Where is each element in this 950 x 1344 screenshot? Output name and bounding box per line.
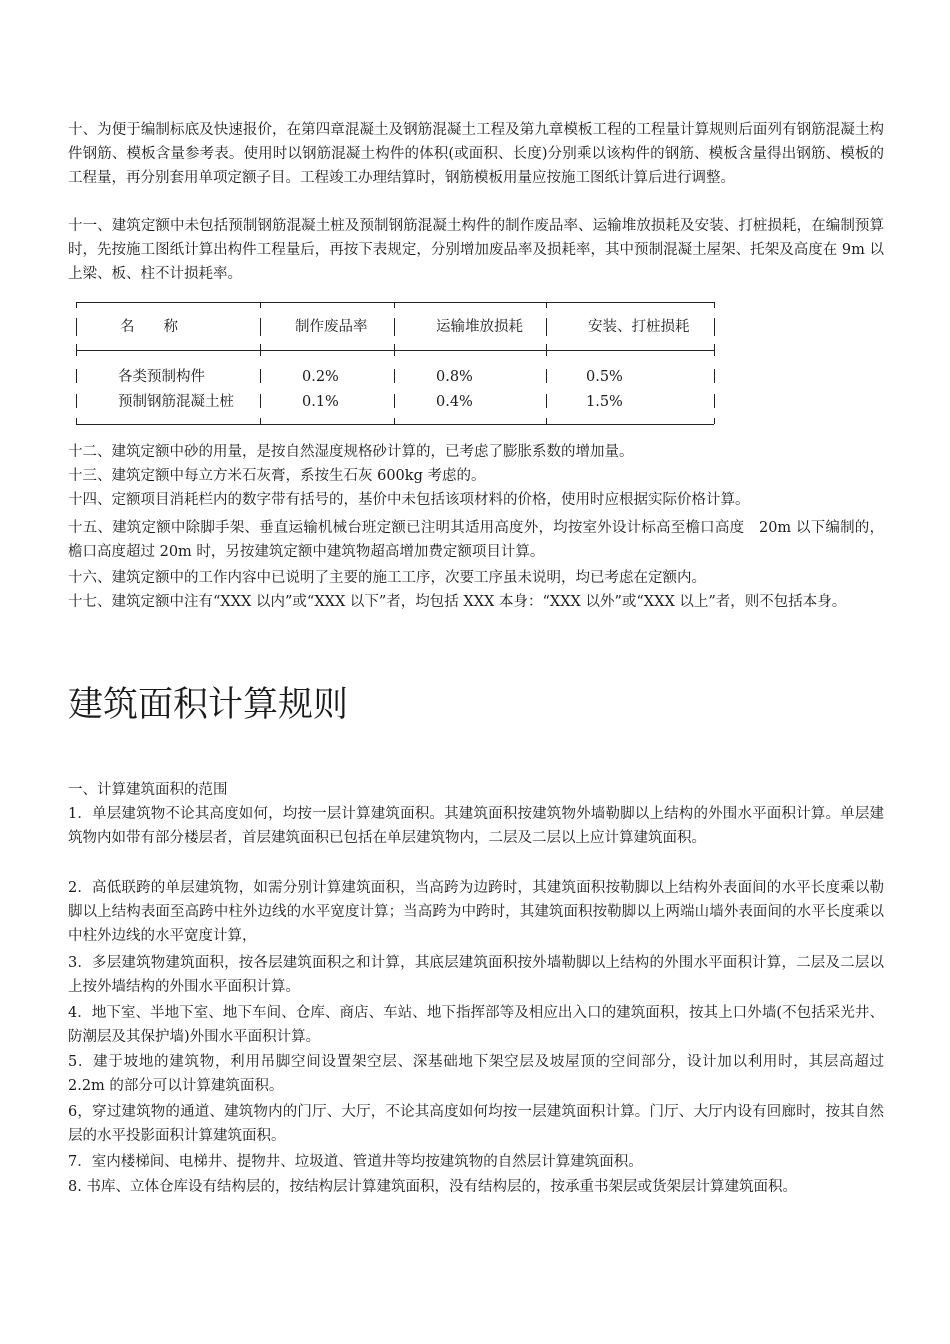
paragraph-16: 十六、建筑定额中的工作内容中已说明了主要的施工工序，次要工序虽未说明，均已考虑在定额内。: [68, 570, 706, 586]
rule-5: 5．建于坡地的建筑物，利用吊脚空间设置架空层、深基础地下架空层及坡屋顶的空间部分，设计加以利用时，其层高超过 2.2m 的部分可以计算建筑面积。: [68, 1054, 884, 1094]
row-2-install: 1.5%: [586, 394, 623, 410]
rule-7: 7．室内楼梯间、电梯井、提物井、垃圾道、管道井等均按建筑物的自然层计算建筑面积。: [68, 1154, 643, 1170]
rule-6: 6，穿过建筑物的通道、建筑物内的门厅、大厅，不论其高度如何均按一层建筑面积计算。门厅、大厅内设有回廊时，按其自然层的水平投影面积计算建筑面积。: [68, 1104, 884, 1144]
row-2-scrap: 0.1%: [302, 394, 339, 410]
paragraph-12: 十二、建筑定额中砂的用量，是按自然湿度规格砂计算的，已考虑了膨胀系数的增加量。: [68, 444, 634, 460]
paragraph-15: 十五、建筑定额中除脚手架、垂直运输机械台班定额已注明其适用高度外，均按室外设计标高至檐口高度 20m 以下编制的，檐口高度超过 20m 时，另按建筑定额中建筑物超高增加费定额项目计算。: [68, 520, 884, 560]
loss-rate-table: [72, 296, 718, 428]
paragraph-14: 十四、定额项目消耗栏内的数字带有括号的，基价中未包括该项材料的价格，使用时应根据实际价格计算。: [68, 492, 750, 508]
row-1-scrap: 0.2%: [302, 369, 339, 385]
rule-3: 3．多层建筑物建筑面积，按各层建筑面积之和计算，其底层建筑面积按外墙勒脚以上结构的外围水平面积计算，二层及二层以上按外墙结构的外围水平面积计算。: [68, 955, 884, 995]
row-1-transport: 0.8%: [436, 369, 473, 385]
section-title: 建筑面积计算规则: [68, 685, 349, 725]
header-name: 名 称: [120, 319, 178, 335]
header-production-scrap-rate: 制作废品率: [295, 319, 368, 335]
rule-2: 2．高低联跨的单层建筑物，如需分别计算建筑面积，当高跨为边跨时，其建筑面积按勒脚以上结构外表面间的水平长度乘以勒脚以上结构表面至高跨中柱外边线的水平宽度计算；当高跨为中跨时，其建筑面积按勒脚以上两端山墙外表面间的水平长度乘以中柱外边线的水平宽度计算，: [68, 880, 884, 944]
rule-1: 1．单层建筑物不论其高度如何，均按一层计算建筑面积。其建筑面积按建筑物外墙勒脚以上结构的外围水平面积计算。单层建筑物内如带有部分楼层者，首层建筑面积已包括在单层建筑物内，二层及二层以上应计算建筑面积。: [68, 806, 884, 846]
row-1-install: 0.5%: [586, 369, 623, 385]
subsection-heading: 一、计算建筑面积的范围: [68, 782, 228, 798]
paragraph-11: 十一、建筑定额中未包括预制钢筋混凝土桩及预制钢筋混凝土构件的制作废品率、运输堆放损耗及安装、打桩损耗，在编制预算时，先按施工图纸计算出构件工程量后，再按下表规定，分别增加废品率及损耗率，其中预制混凝土屋架、托架及高度在 9m 以上梁、板、柱不计损耗率。: [68, 218, 884, 282]
row-1-name: 各类预制构件: [118, 369, 205, 385]
row-2-name: 预制钢筋混凝土桩: [118, 394, 234, 410]
rule-4: 4．地下室、半地下室、地下车间、仓库、商店、车站、地下指挥部等及相应出入口的建筑面积，按其上口外墙(不包括采光井、防潮层及其保护墙)外围水平面积计算。: [68, 1005, 884, 1045]
rule-8: 8. 书库、立体仓库设有结构层的，按结构层计算建筑面积，没有结构层的，按承重书架层或货架层计算建筑面积。: [68, 1179, 797, 1195]
paragraph-10: 十、为便于编制标底及快速报价，在第四章混凝土及钢筋混凝土工程及第九章模板工程的工程量计算规则后面列有钢筋混凝土构件钢筋、模板含量参考表。使用时以钢筋混凝土构件的体积(或面积、长度)分别乘以该构件的钢筋、模板含量得出钢筋、模板的工程量，再分别套用单项定额子目。工程竣工办理结算时，钢筋模板用量应按施工图纸计算后进行调整。: [68, 122, 884, 186]
paragraph-17: 十七、建筑定额中注有“XXX 以内”或“XXX 以下”者，均包括 XXX 本身：“XXX 以外”或“XXX 以上”者，则不包括本身。: [68, 594, 847, 610]
paragraph-13: 十三、建筑定额中每立方米石灰膏，系按生石灰 600kg 考虑的。: [68, 468, 486, 484]
row-2-transport: 0.4%: [436, 394, 473, 410]
header-install-piling-loss: 安装、打桩损耗: [588, 319, 690, 335]
header-transport-storage-loss: 运输堆放损耗: [436, 319, 523, 335]
